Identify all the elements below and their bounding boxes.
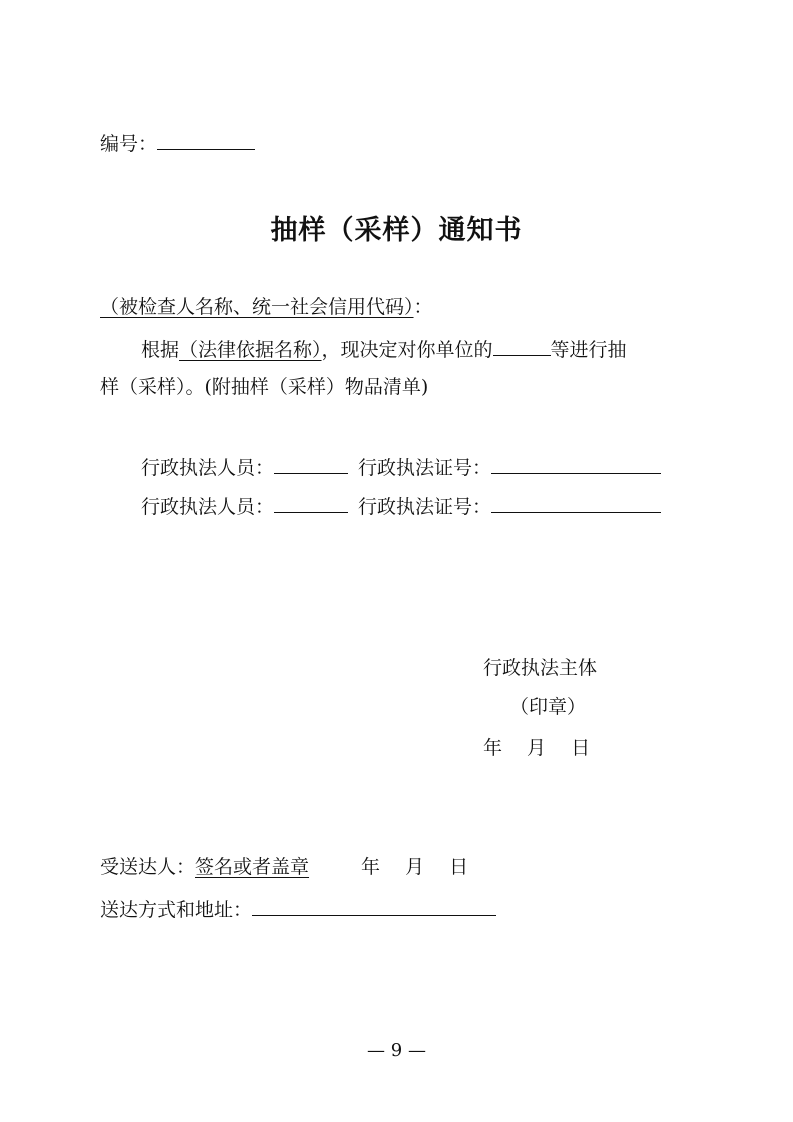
number-field[interactable] [157,131,255,150]
recipient-date: 年 月 日 [361,856,469,878]
body-line-2: 样（采样）。(附抽样（采样）物品清单) [100,376,429,398]
delivery-row [100,897,496,922]
officer-label: 行政执法人员： [141,496,275,518]
document-title: 抽样（采样）通知书 [270,215,523,246]
officer-label: 行政执法人员： [141,457,275,479]
item-field[interactable] [493,337,551,356]
page-number: — 9 — [367,1040,426,1061]
officer-row [141,455,661,480]
cert-number-field[interactable] [491,455,661,474]
number-label: 编号： [100,133,158,155]
officer-row [141,494,661,519]
addressee-colon: ： [413,296,433,318]
cert-number-field[interactable] [491,494,661,513]
addressee-placeholder[interactable]: （被检查人名称、统一社会信用代码） [100,296,414,318]
addressee-row [100,295,433,319]
officer-name-field[interactable] [274,494,348,513]
cert-label: 行政执法证号： [358,457,492,479]
delivery-label: 送达方式和地址： [100,899,253,921]
officer-name-field[interactable] [274,455,348,474]
recipient-label: 受送达人： [100,856,196,878]
authority-date: 年 月 日 [483,737,591,759]
seal-label: （印章） [510,696,587,718]
recipient-sign-field[interactable]: 签名或者盖章 [195,856,310,878]
recipient-row [100,855,468,879]
body-text-sampling: 等进行抽 [550,339,627,361]
body-text-decision: ，现决定对你单位的 [321,339,493,361]
body-text-basis-intro: 根据 [141,339,180,361]
legal-basis-placeholder[interactable]: （法律依据名称） [179,339,322,361]
number-row [100,131,255,156]
cert-label: 行政执法证号： [358,496,492,518]
authority-name: 行政执法主体 [483,657,598,679]
delivery-address-field[interactable] [252,897,496,916]
body-line-1 [141,337,627,362]
